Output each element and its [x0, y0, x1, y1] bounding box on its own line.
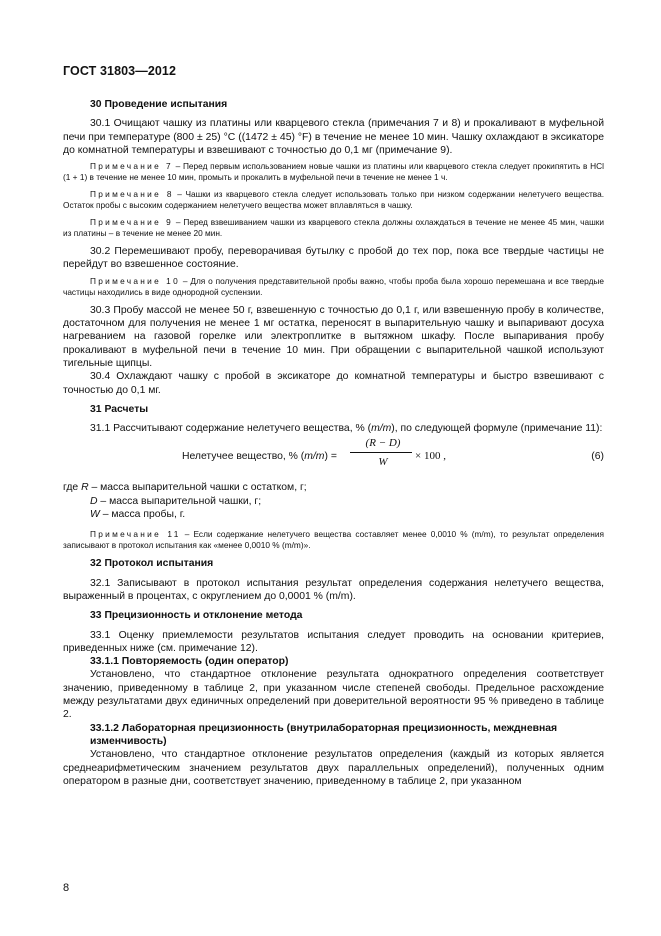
section-heading-32: 32 Протокол испытания: [90, 558, 214, 570]
note-label: Примечание 10: [90, 275, 181, 286]
paragraph-33-1-2: Установлено, что стандартное отклонение результатов определения (каждый из которых является среднеарифметическим значением результатов двух параллельных определений), полученных одним оператором в разные дни, соответствует значению, приведенному в таблице 2, при указанном: [63, 749, 604, 787]
symbol: D: [90, 495, 98, 507]
section-heading-30: 30 Проведение испытания: [90, 99, 228, 110]
note-label: Примечание 9: [90, 217, 174, 228]
note-label: Примечание 11: [90, 529, 181, 540]
text-part: – масса выпарительной чашки, г;: [97, 495, 262, 507]
note-text: – Перед первым использованием новые чашки из платины или кварцевого стекла следует прокипятить в HCl (1 + 1) в течение не менее 10 мин, промыть и прокалить в муфельной печи в течение не менее 1 ч.: [63, 161, 604, 183]
section-heading-33: 33 Прецизионность и отклонение метода: [90, 610, 303, 622]
text-part: 31.1 Рассчитывают содержание нелетучего вещества, % (: [90, 423, 372, 435]
fraction-bar: [350, 452, 412, 453]
mm-unit: m/m: [304, 451, 325, 463]
formula-denominator: W: [378, 456, 388, 469]
legend-R: [63, 481, 604, 494]
text-part: ) =: [324, 451, 337, 463]
text-part: Нелетучее вещество, % (: [182, 451, 305, 463]
paragraph-30-1: 30.1 Очищают чашку из платины или кварцевого стекла (примечания 7 и 8) и прокаливают в муфельной печи при температуре (800 ± 25) °С ((1472 ± 45) °F) в течение не менее 10 мин. Чашку охлаждают в эксикаторе до комнатной температуры и взвешивают с точностью до 0,1 мг (примечание 9).: [63, 118, 604, 156]
paragraph-32-1: 32.1 Записывают в протокол испытания результат определения содержания нелетучего вещества, выраженный в процентах, с округлением до 0,0001 % (m/m).: [63, 577, 604, 602]
document-header: ГОСТ 31803—2012: [63, 64, 177, 78]
legend-W: [63, 508, 604, 521]
mm-unit: m/m: [371, 423, 392, 435]
formula-multiplier: × 100 ,: [415, 450, 446, 463]
note-11: [63, 529, 604, 551]
text-part: – масса пробы, г.: [99, 509, 186, 521]
equation-number: (6): [591, 451, 604, 463]
formula-label: [182, 450, 337, 463]
formula-legend: [63, 481, 604, 521]
note-text: – Для о получения представительной пробы важно, чтобы проба была хорошо перемешана и все твердые частицы находились в виде однородной суспензии.: [63, 275, 604, 297]
paragraph-30-2: 30.2 Перемешивают пробу, переворачивая бутылку с пробой до тех пор, пока все твердые частицы не перейдут во взвешенное состояние.: [63, 246, 604, 271]
text-part: где: [63, 482, 82, 494]
formula-numerator: (R − D): [365, 437, 401, 450]
note-text: – Перед взвешиванием чашки из кварцевого стекла должны охлаждаться в течение не менее 45 мин, чашки из платины – в течение не менее 20 мин.: [63, 217, 605, 239]
paragraph-30-4: 30.4 Охлаждают чашку с пробой в эксикаторе до комнатной температуры и быстро взвешивают с точностью до 0,1 мг.: [63, 371, 604, 396]
note-label: Примечание 7: [90, 161, 173, 172]
subsection-heading-33-1-2: 33.1.2 Лабораторная прецизионность (внутрилабораторная прецизионность, междневная изменчивость): [90, 722, 558, 747]
subsection-heading-33-1-1: 33.1.1 Повторяемость (один оператор): [90, 656, 289, 668]
paragraph-31-1: [63, 422, 604, 435]
paragraph-33-1-1: Установлено, что стандартное отклонение результата однократного определения соответствует значению, приведенному в таблице 2, при указанном числе степеней свободы. Предельное расхождение между результатами двух единичных определений при доверительной вероятности 95 % приведено в таблице 2.: [63, 669, 604, 721]
page-content: [63, 92, 604, 788]
note-10: [63, 276, 604, 298]
text-part: – масса выпарительной чашки с остатком, г;: [88, 482, 307, 494]
note-7: [63, 161, 604, 183]
legend-D: [63, 495, 604, 508]
note-8: [63, 189, 604, 211]
page-number: 8: [63, 882, 70, 894]
paragraph-30-3: 30.3 Пробу массой не менее 50 г, взвешенную с точностью до 0,1 г, или взвешенную пробу в количестве, достаточном для получения не менее 1 мг остатка, переносят в выпарительную чашку и выпаривают досуха нагреванием на газовой горелке или электроплитке в вытяжном шкафу. После выпаривания пробу прокаливают в муфельной печи в течение 10 мин. При обращении с выпарительной чашкой используют тигельные щипцы.: [63, 304, 604, 369]
note-text: – Чашки из кварцевого стекла следует использовать только при низком содержании нелетучего вещества. Остаток пробы с высоким содержанием нелетучего вещества может вплавляться в чашку.: [63, 189, 605, 211]
note-9: [63, 217, 604, 239]
section-heading-31: 31 Расчеты: [90, 403, 149, 415]
paragraph-33-1: 33.1 Оценку приемлемости результатов испытания следует проводить на основании критериев, приведенных ниже (см. примечание 12).: [63, 629, 604, 654]
text-part: ), по следующей формуле (примечание 11):: [391, 423, 603, 435]
symbol: R: [81, 482, 89, 494]
note-text: – Если содержание нелетучего вещества составляет менее 0,0010 % (m/m), то результат определения записывают в протокол испытания как «менее 0,0010 % (m/m)».: [63, 529, 605, 551]
formula-6: [63, 437, 604, 475]
note-label: Примечание 8: [90, 189, 174, 200]
symbol: W: [90, 509, 100, 521]
